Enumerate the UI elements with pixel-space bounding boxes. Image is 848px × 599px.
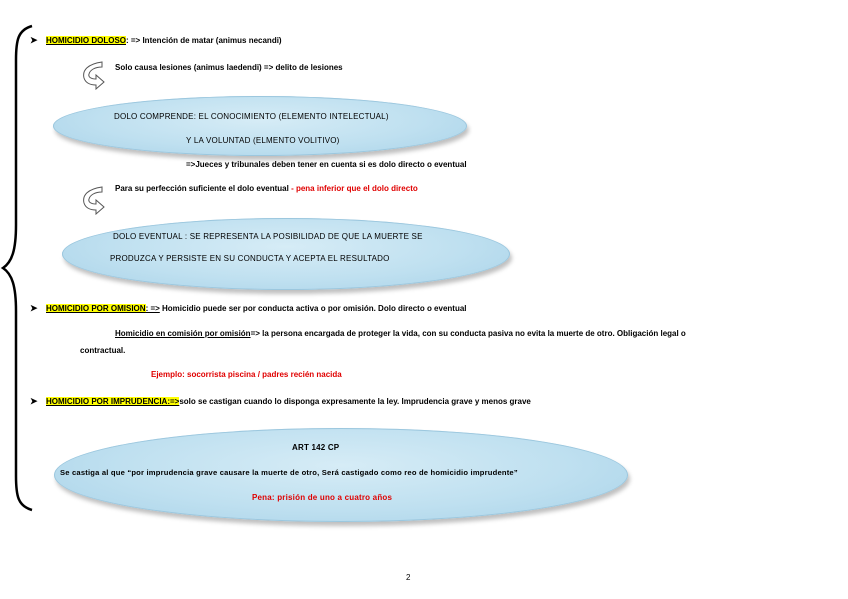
ellipse-1-line-1: DOLO COMPRENDE: EL CONOCIMIENTO (ELEMENTO INTELECTUAL)	[114, 112, 389, 121]
bullet-arrow-icon-3: ➤	[30, 396, 38, 406]
ellipse-dolo-comprende	[53, 96, 467, 156]
curved-arrow-icon	[80, 58, 106, 90]
curved-arrow-icon-2	[80, 183, 106, 215]
section-1-heading: HOMICIDIO DOLOSO: => Intención de matar (animus necandi)	[46, 36, 282, 45]
bullet-arrow-icon: ➤	[30, 35, 38, 45]
ellipse-2-line-2: PRODUZCA Y PERSISTE EN SU CONDUCTA Y ACEPTA EL RESULTADO	[110, 254, 390, 263]
art-142-quote: Se castiga al que “por imprudencia grave causare la muerte de otro, Será castigado como reo de homicidio imprudente”	[60, 468, 518, 477]
homicidio-omision-title: HOMICIDIO POR OMISION	[46, 304, 146, 313]
judges-note: =>Jueces y tribunales deben tener en cuenta si es dolo directo o eventual	[186, 160, 467, 169]
bullet-arrow-icon-2: ➤	[30, 303, 38, 313]
section-2-heading: HOMICIDIO POR OMISION: => Homicidio puede ser por conducta activa o por omisión. Dolo directo o eventual	[46, 304, 467, 313]
page-number: 2	[406, 573, 411, 582]
pena-text: Pena: prisión de uno a cuatro años	[252, 493, 393, 502]
comision-por-omision-line: Homicidio en comisión por omisión=> la persona encargada de proteger la vida, con su conducta pasiva no evita la muerte de otro. Obligación legal o	[115, 329, 686, 338]
left-brace	[0, 0, 40, 520]
homicidio-imprudencia-title: HOMICIDIO POR IMPRUDENCIA:=>	[46, 397, 180, 406]
ellipse-2-line-1: DOLO EVENTUAL : SE REPRESENTA LA POSIBILIDAD DE QUE LA MUERTE SE	[113, 232, 423, 241]
comision-por-omision-line-2: contractual.	[80, 346, 126, 355]
section-3-heading: HOMICIDIO POR IMPRUDENCIA:=>solo se castigan cuando lo disponga expresamente la ley. Imprudencia grave y menos grave	[46, 397, 531, 406]
example-note: Ejemplo: socorrista piscina / padres recién nacida	[151, 370, 342, 379]
art-142-title: ART 142 CP	[292, 443, 340, 452]
note-dolo-eventual: Para su perfección suficiente el dolo eventual - pena inferior que el dolo directo	[115, 184, 418, 193]
ellipse-1-line-2: Y LA VOLUNTAD (ELMENTO VOLITIVO)	[186, 136, 340, 145]
homicidio-doloso-title: HOMICIDIO DOLOSO	[46, 36, 126, 45]
note-animus-laedendi: Solo causa lesiones (animus laedendi) => delito de lesiones	[115, 63, 343, 72]
